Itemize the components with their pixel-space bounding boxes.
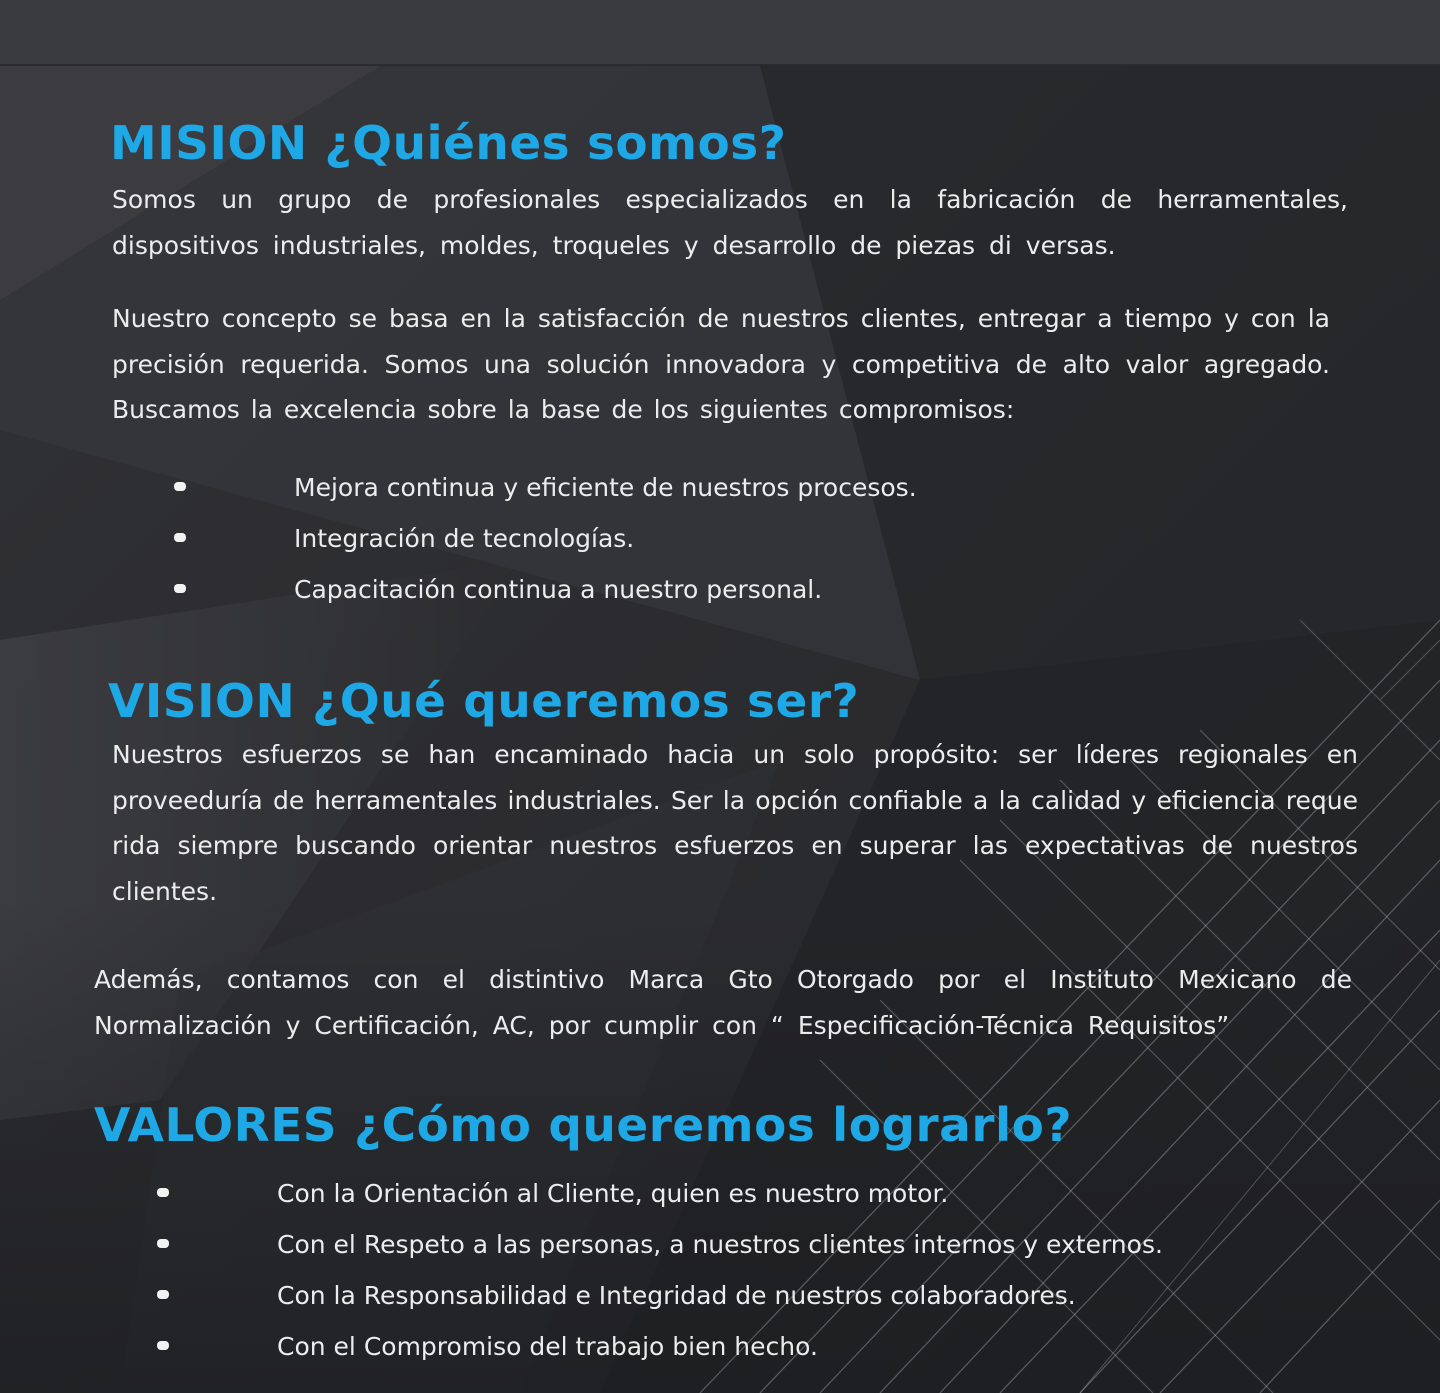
bullet-icon <box>157 1341 169 1350</box>
bullet-icon <box>174 584 186 593</box>
certification-paragraph: Además, contamos con el distintivo Marca Gto Otorgado por el Instituto Mexicano de Normalización y Certificación, AC, por cumplir con “ Especificación-Técnica Requisitos” <box>94 965 1352 1040</box>
mision-heading: MISION ¿Quiénes somos? <box>110 116 787 170</box>
vision-heading: VISION ¿Qué queremos ser? <box>108 674 860 728</box>
list-item-text: Mejora continua y eficiente de nuestros procesos. <box>294 473 917 502</box>
list-item-text: Con la Responsabilidad e Integridad de nuestros colaboradores. <box>277 1281 1076 1310</box>
bullet-icon <box>157 1239 169 1248</box>
mision-paragraph-1: Somos un grupo de profesionales especializados en la fabricación de herramentales, dispositivos industriales, moldes, troqueles y desarrollo de piezas di versas. <box>112 185 1348 260</box>
list-item-text: Con el Respeto a las personas, a nuestros clientes internos y externos. <box>277 1230 1163 1259</box>
bullet-icon <box>157 1290 169 1299</box>
valores-heading: VALORES ¿Cómo queremos lograrlo? <box>94 1098 1073 1152</box>
list-item-text: Capacitación continua a nuestro personal. <box>294 575 823 604</box>
vision-paragraph: Nuestros esfuerzos se han encaminado hacia un solo propósito: ser líderes regionales en proveeduría de herramentales industriales. Ser la opción confiable a la calidad y eficiencia reque rida siempre buscando orientar nuestros esfuerzos en superar las expectativas de nuestros clientes. <box>112 740 1358 906</box>
bullet-icon <box>174 533 186 542</box>
bullet-icon <box>157 1188 169 1197</box>
bullet-icon <box>174 482 186 491</box>
mision-paragraph-2: Nuestro concepto se basa en la satisfacción de nuestros clientes, entregar a tiempo y con la precisión requerida. Somos una solución innovadora y competitiva de alto valor agregado. Buscamos la excelencia sobre la base de los siguientes compromisos: <box>112 304 1330 424</box>
list-item-text: Integración de tecnologías. <box>294 524 635 553</box>
list-item-text: Con la Orientación al Cliente, quien es nuestro motor. <box>277 1179 949 1208</box>
list-item-text: Con el Compromiso del trabajo bien hecho. <box>277 1332 818 1361</box>
